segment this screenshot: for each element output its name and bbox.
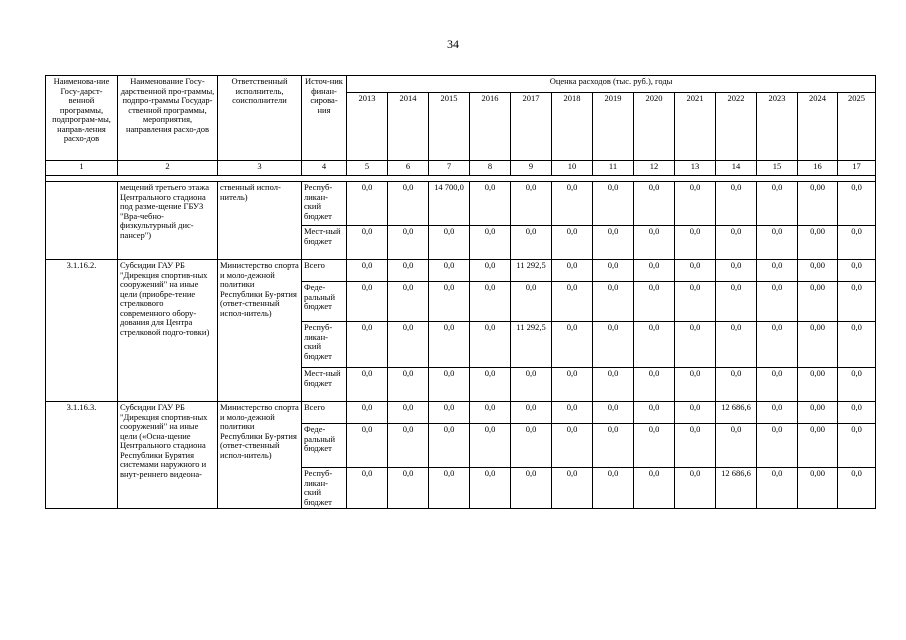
table-row [46,260,876,282]
value-cell: 0,0 [675,282,716,322]
value-cell: 0,0 [347,424,388,468]
value-cell: 0,0 [634,182,675,226]
measure-code [46,182,118,260]
value-cell: 0,0 [838,424,876,468]
measure-name: Субсидии ГАУ РБ "Дирекция спортив-ных сооружений" на иные цели (приобре-тение стрелкового современного обору-дования для Центра стрелковой подго-товки) [118,260,218,402]
value-cell: 0,0 [675,260,716,282]
measure-name: Субсидии ГАУ РБ "Дирекция спортив-ных сооружений" на иные цели («Осна-щение Центрального стадиона Республики Бурятия системами наружного и внут-реннего видеона- [118,402,218,509]
column-number: 17 [838,161,876,176]
value-cell: 11 292,5 [511,260,552,282]
value-cell: 0,0 [347,402,388,424]
column-number: 2 [118,161,218,176]
value-cell: 0,0 [511,282,552,322]
value-cell: 0,0 [757,226,798,260]
value-cell: 0,0 [470,424,511,468]
value-cell: 0,0 [347,226,388,260]
value-cell: 0,00 [798,368,838,402]
value-cell: 0,0 [552,368,593,402]
value-cell: 0,0 [347,182,388,226]
funding-source: Всего [302,260,347,282]
value-cell: 0,0 [716,424,757,468]
value-cell: 0,0 [675,468,716,509]
header-year: 2017 [511,93,552,161]
value-cell: 0,0 [838,182,876,226]
value-cell: 0,0 [634,322,675,368]
value-cell: 14 700,0 [429,182,470,226]
budget-table [45,75,876,509]
column-number: 9 [511,161,552,176]
value-cell: 0,0 [634,260,675,282]
funding-source: Феде-ральный бюджет [302,282,347,322]
executor: ственный испол-нитель) [218,182,302,260]
value-cell: 0,0 [552,468,593,509]
value-cell: 0,0 [675,226,716,260]
value-cell: 0,00 [798,402,838,424]
measure-name: мещений третьего этажа Центрального стадиона под разме-щение ГБУЗ "Вра-чебно-физкультурный дис-пансер") [118,182,218,260]
value-cell: 0,0 [552,226,593,260]
value-cell: 0,0 [388,468,429,509]
column-number: 13 [675,161,716,176]
value-cell: 0,0 [634,402,675,424]
value-cell: 0,0 [511,182,552,226]
funding-source: Респуб-ликан-ский бюджет [302,468,347,509]
header-year: 2025 [838,93,876,161]
header-year: 2015 [429,93,470,161]
column-number: 5 [347,161,388,176]
value-cell: 0,0 [716,322,757,368]
header-year: 2020 [634,93,675,161]
value-cell: 0,0 [511,468,552,509]
value-cell: 0,0 [429,226,470,260]
value-cell: 0,0 [470,468,511,509]
value-cell: 0,0 [552,322,593,368]
value-cell: 0,0 [470,322,511,368]
value-cell: 0,0 [552,282,593,322]
header-year: 2022 [716,93,757,161]
value-cell: 0,0 [716,182,757,226]
funding-source: Респуб-ликан-ский бюджет [302,182,347,226]
column-number: 8 [470,161,511,176]
value-cell: 0,00 [798,226,838,260]
value-cell: 0,0 [675,424,716,468]
value-cell: 0,0 [634,282,675,322]
value-cell: 12 686,6 [716,468,757,509]
column-number: 6 [388,161,429,176]
value-cell: 0,0 [634,468,675,509]
value-cell: 0,0 [675,182,716,226]
funding-source: Феде-ральный бюджет [302,424,347,468]
value-cell: 0,0 [388,424,429,468]
page-number: 34 [447,37,459,51]
column-number: 7 [429,161,470,176]
value-cell: 0,0 [429,424,470,468]
column-number: 3 [218,161,302,176]
header-year: 2016 [470,93,511,161]
value-cell: 0,0 [757,368,798,402]
header-estimate: Оценка расходов (тыс. руб.), годы [347,76,876,93]
value-cell: 0,0 [838,226,876,260]
column-number: 4 [302,161,347,176]
executor: Министерство спорта и моло-дежной политики Республики Бу-рятия (ответ-ственный испол-нитель) [218,260,302,402]
value-cell: 0,0 [593,368,634,402]
value-cell: 0,0 [388,182,429,226]
value-cell: 0,0 [388,226,429,260]
header-year: 2021 [675,93,716,161]
value-cell: 0,0 [470,226,511,260]
value-cell: 0,0 [470,402,511,424]
value-cell: 0,0 [593,226,634,260]
header-year: 2023 [757,93,798,161]
value-cell: 0,0 [716,368,757,402]
measure-code: 3.1.16.3. [46,402,118,509]
value-cell: 0,0 [593,282,634,322]
value-cell: 0,0 [757,322,798,368]
measure-code: 3.1.16.2. [46,260,118,402]
value-cell: 0,0 [757,182,798,226]
value-cell: 0,0 [552,424,593,468]
value-cell: 0,0 [838,468,876,509]
value-cell: 0,00 [798,182,838,226]
value-cell: 0,0 [552,402,593,424]
value-cell: 0,0 [593,402,634,424]
table-row [46,402,876,424]
value-cell: 0,0 [593,260,634,282]
value-cell: 0,0 [552,182,593,226]
value-cell: 0,0 [838,368,876,402]
value-cell: 0,0 [388,368,429,402]
column-number: 10 [552,161,593,176]
value-cell: 0,0 [388,322,429,368]
value-cell: 0,0 [757,468,798,509]
value-cell: 0,0 [429,368,470,402]
value-cell: 0,0 [675,322,716,368]
header-funding-source: Источ-ник финан-сирова-ния [302,76,347,161]
value-cell: 0,0 [429,260,470,282]
value-cell: 0,00 [798,322,838,368]
value-cell: 0,0 [593,424,634,468]
value-cell: 0,0 [757,282,798,322]
value-cell: 0,0 [429,402,470,424]
value-cell: 0,0 [634,368,675,402]
value-cell: 0,0 [838,322,876,368]
value-cell: 0,0 [347,322,388,368]
funding-source: Мест-ный бюджет [302,226,347,260]
value-cell: 0,0 [470,260,511,282]
header-row [46,76,876,93]
header-program-name: Наименова-ние Госу-дарст-венной программы, подпрограм-мы, направ-ления расхо-дов [46,76,118,161]
column-numbers-row [46,161,876,176]
header-year: 2018 [552,93,593,161]
column-number: 14 [716,161,757,176]
value-cell: 0,00 [798,282,838,322]
value-cell: 11 292,5 [511,322,552,368]
value-cell: 0,0 [716,282,757,322]
column-number: 16 [798,161,838,176]
column-number: 12 [634,161,675,176]
funding-source: Мест-ный бюджет [302,368,347,402]
funding-source: Всего [302,402,347,424]
value-cell: 0,0 [511,402,552,424]
value-cell: 0,0 [838,402,876,424]
value-cell: 0,00 [798,260,838,282]
value-cell: 0,0 [429,322,470,368]
value-cell: 0,00 [798,468,838,509]
value-cell: 0,0 [470,182,511,226]
value-cell: 0,0 [511,226,552,260]
value-cell: 0,0 [470,282,511,322]
value-cell: 0,0 [675,368,716,402]
value-cell: 0,0 [757,424,798,468]
column-number: 11 [593,161,634,176]
header-executor: Ответственный исполнитель, соисполнители [218,76,302,161]
value-cell: 0,0 [716,226,757,260]
value-cell: 0,0 [429,468,470,509]
header-year: 2013 [347,93,388,161]
value-cell: 0,0 [552,260,593,282]
value-cell: 0,0 [388,282,429,322]
column-number: 15 [757,161,798,176]
header-year: 2024 [798,93,838,161]
value-cell: 0,0 [388,260,429,282]
value-cell: 0,00 [798,424,838,468]
value-cell: 0,0 [347,368,388,402]
value-cell: 0,0 [838,260,876,282]
header-measure-name: Наименование Госу-дарственной про-граммы, подпро-граммы Государ-ственной программы, мероприятия, направления расхо-дов [118,76,218,161]
executor: Министерство спорта и моло-дежной политики Республики Бу-рятия (ответ-ственный испол-нитель) [218,402,302,509]
value-cell: 0,0 [511,368,552,402]
value-cell: 0,0 [388,402,429,424]
value-cell: 0,0 [593,468,634,509]
value-cell: 0,0 [429,282,470,322]
value-cell: 0,0 [634,424,675,468]
table-body [46,182,876,509]
funding-source: Респуб-ликан-ский бюджет [302,322,347,368]
value-cell: 0,0 [838,282,876,322]
table-row [46,182,876,226]
value-cell: 0,0 [470,368,511,402]
value-cell: 0,0 [757,260,798,282]
value-cell: 0,0 [716,260,757,282]
header-year: 2019 [593,93,634,161]
value-cell: 0,0 [593,182,634,226]
value-cell: 0,0 [347,282,388,322]
value-cell: 12 686,6 [716,402,757,424]
value-cell: 0,0 [511,424,552,468]
value-cell: 0,0 [757,402,798,424]
value-cell: 0,0 [347,468,388,509]
value-cell: 0,0 [634,226,675,260]
header-year: 2014 [388,93,429,161]
column-number: 1 [46,161,118,176]
value-cell: 0,0 [675,402,716,424]
value-cell: 0,0 [347,260,388,282]
value-cell: 0,0 [593,322,634,368]
